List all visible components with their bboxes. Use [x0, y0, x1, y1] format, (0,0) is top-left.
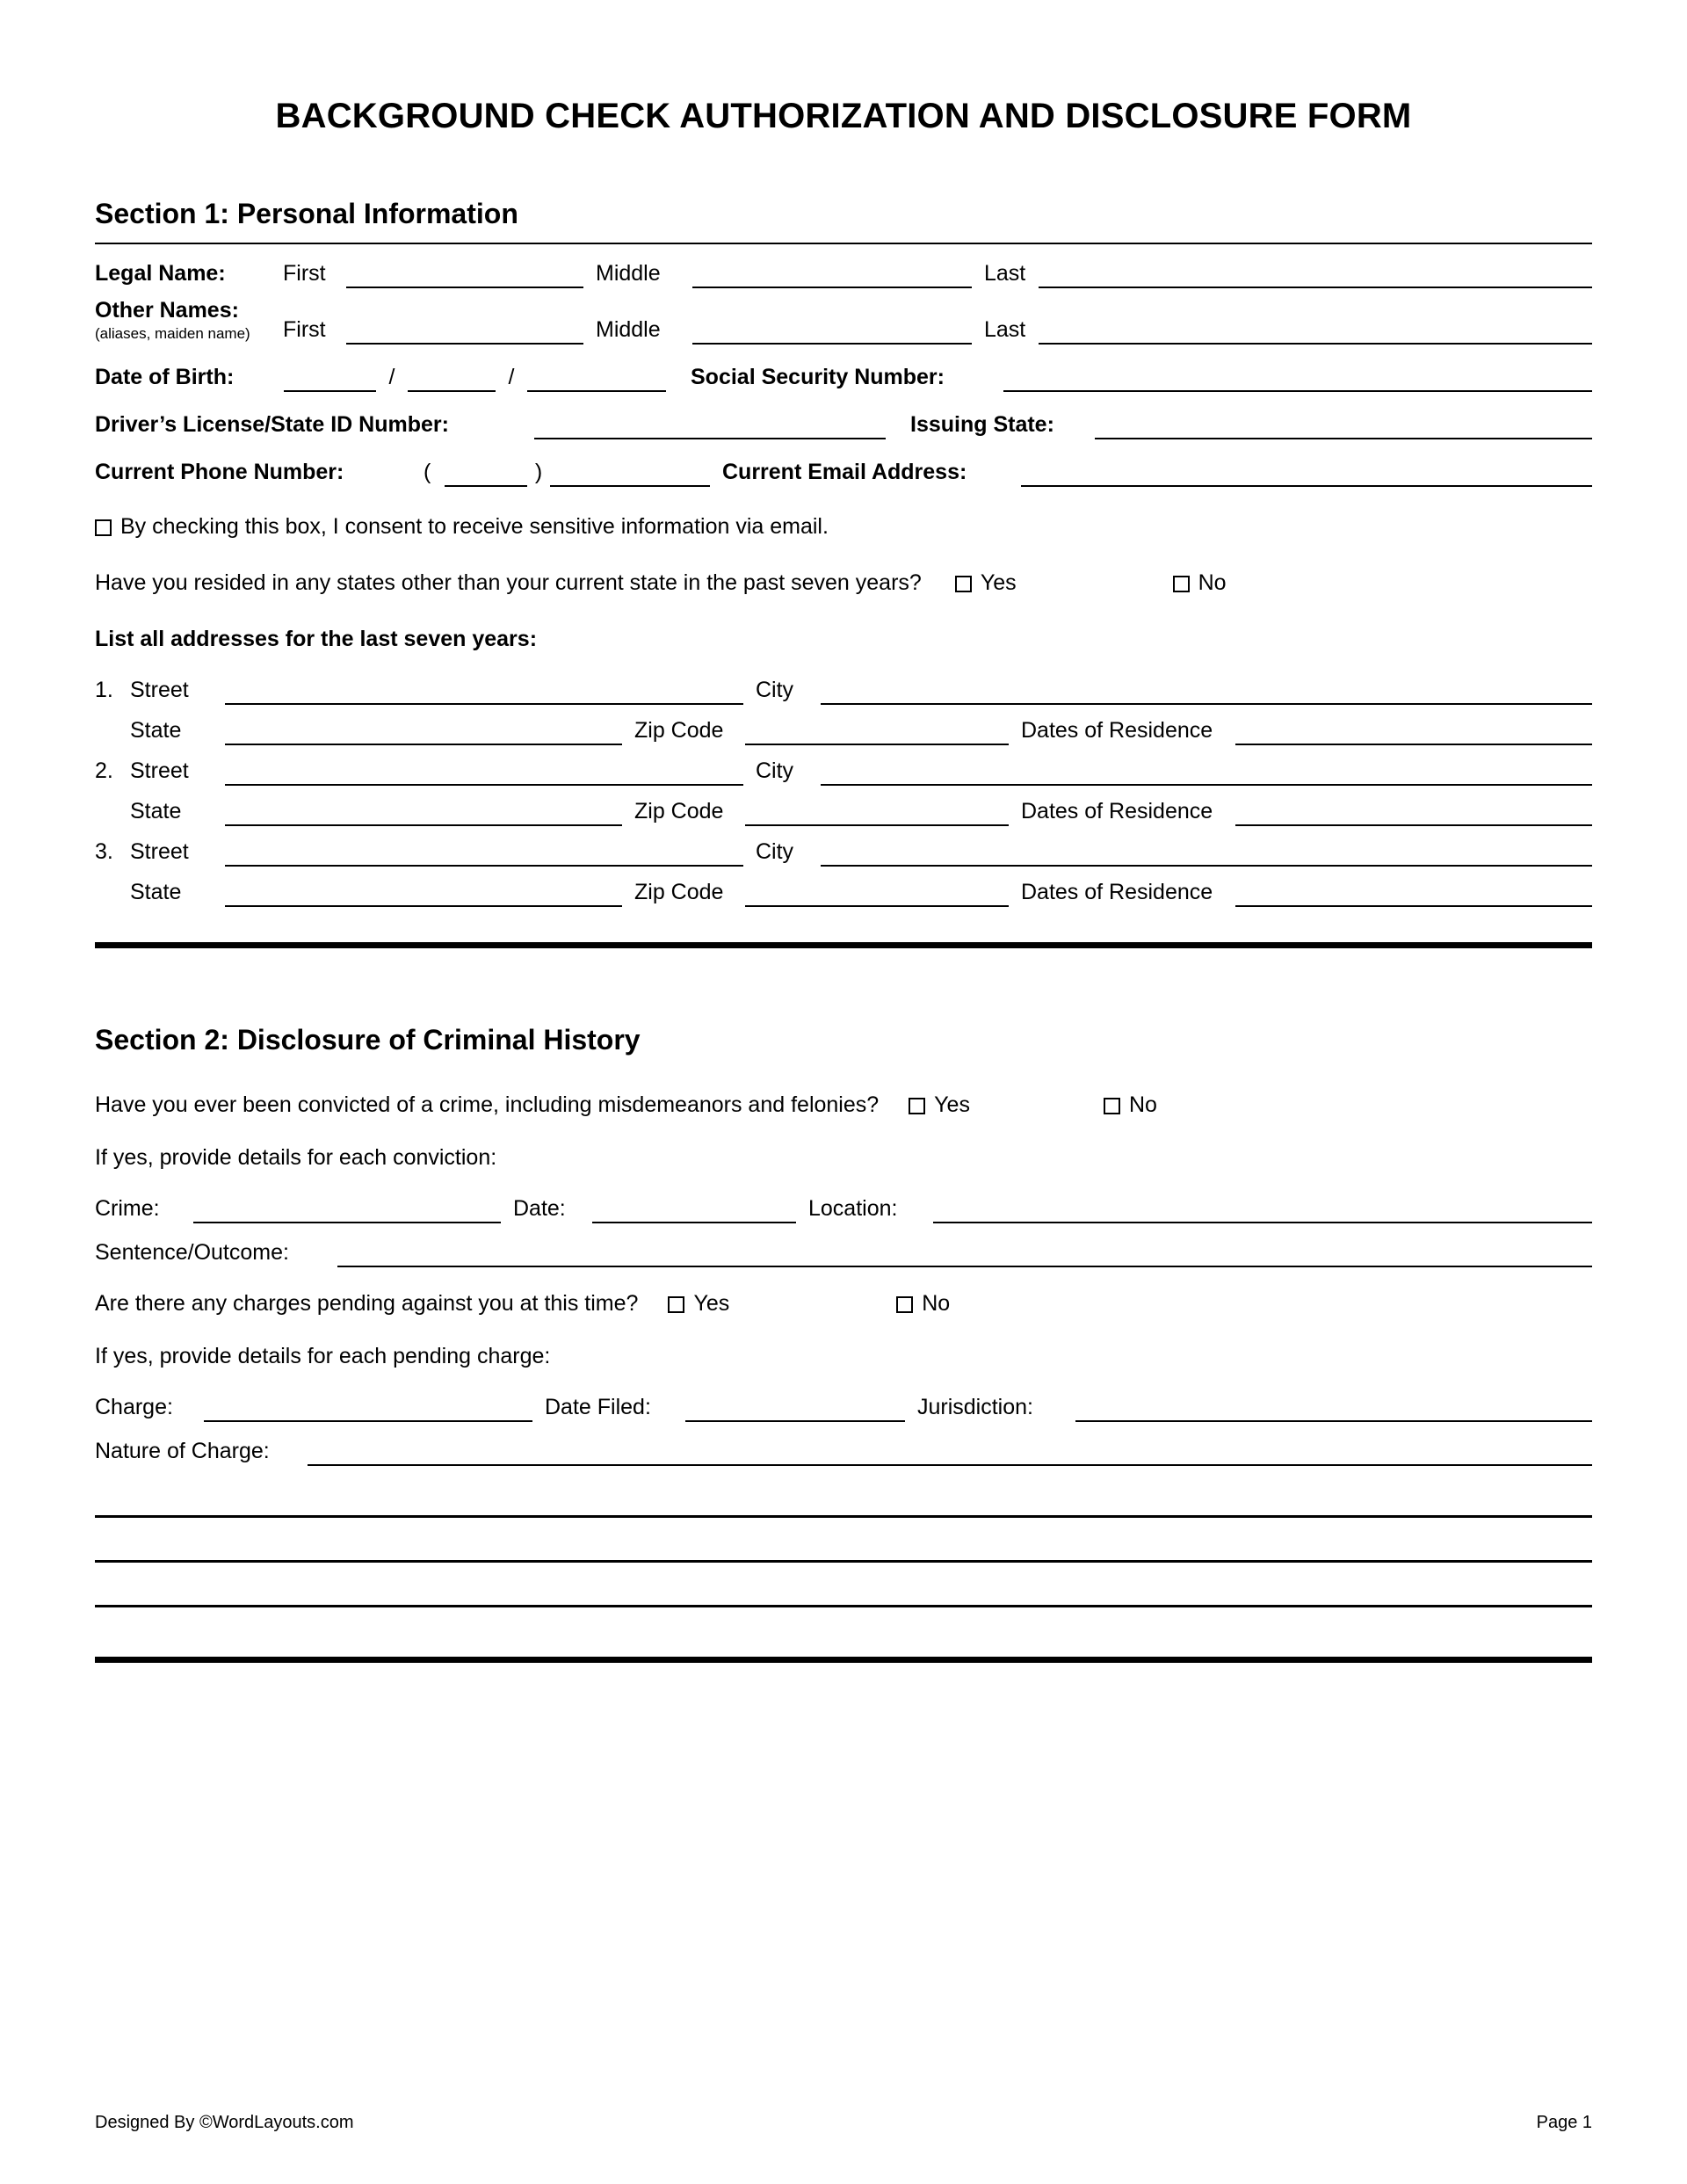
- ssn-label: Social Security Number:: [691, 365, 945, 389]
- address-2-zip-label: Zip Code: [634, 799, 724, 824]
- page-footer: [95, 2113, 1592, 2133]
- residency-yes-label: Yes: [980, 570, 1017, 595]
- address-2-number: 2.: [95, 758, 113, 783]
- address-1-state-label: State: [130, 718, 182, 743]
- address-3-street-input[interactable]: [225, 840, 743, 867]
- charge-label: Charge:: [95, 1395, 173, 1419]
- pending-question-label: Are there any charges pending against you at this time?: [95, 1291, 639, 1316]
- dob-day-input[interactable]: [408, 366, 496, 392]
- jurisdiction-input[interactable]: [1075, 1396, 1592, 1422]
- charge-input[interactable]: [204, 1396, 532, 1422]
- sentence-outcome-input[interactable]: [337, 1241, 1592, 1267]
- dob-year-input[interactable]: [527, 366, 666, 392]
- address-1-line-1: [95, 677, 1592, 705]
- crime-label: Crime:: [95, 1196, 160, 1221]
- nature-of-charge-input[interactable]: [308, 1440, 1592, 1466]
- addresses-heading: List all addresses for the last seven years:: [95, 627, 538, 651]
- drivers-license-input[interactable]: [534, 413, 886, 439]
- legal-name-middle-input[interactable]: [692, 262, 972, 288]
- address-2-city-input[interactable]: [821, 759, 1592, 786]
- address-3-city-input[interactable]: [821, 840, 1592, 867]
- drivers-license-row: [95, 411, 1592, 439]
- conviction-details-row: [95, 1195, 1592, 1223]
- residency-question-label: Have you resided in any states other than your current state in the past seven years?: [95, 570, 922, 595]
- section-2: [95, 1024, 1592, 1663]
- conviction-no-label: No: [1128, 1092, 1157, 1117]
- conviction-no-checkbox[interactable]: [1104, 1098, 1120, 1114]
- address-1-dates-input[interactable]: [1235, 719, 1592, 745]
- document-content: [95, 0, 1592, 1663]
- legal-name-label: Legal Name:: [95, 261, 226, 286]
- conviction-yes-label: Yes: [934, 1092, 970, 1117]
- other-names-first-label: First: [283, 317, 326, 342]
- residency-no-option[interactable]: [1173, 570, 1227, 596]
- address-1-line-2: [95, 717, 1592, 745]
- section-2-bottom-divider: [95, 1657, 1592, 1663]
- sentence-outcome-label: Sentence/Outcome:: [95, 1240, 289, 1265]
- conviction-yes-option[interactable]: [909, 1092, 970, 1118]
- sentence-outcome-row: [95, 1239, 1592, 1267]
- other-names-sublabel: (aliases, maiden name): [95, 325, 250, 342]
- address-1-street-input[interactable]: [225, 678, 743, 705]
- other-names-last-label: Last: [984, 317, 1026, 342]
- address-3-street-label: Street: [130, 839, 189, 864]
- email-consent-label: By checking this box, I consent to receive sensitive information via email.: [120, 514, 829, 539]
- legal-name-last-input[interactable]: [1039, 262, 1592, 288]
- legal-name-middle-label: Middle: [596, 261, 661, 286]
- address-1-dates-label: Dates of Residence: [1021, 718, 1213, 743]
- other-names-row: [95, 297, 1592, 345]
- blank-line-3[interactable]: [95, 1605, 1592, 1607]
- conviction-details-prompt: If yes, provide details for each conviction:: [95, 1145, 497, 1170]
- conviction-date-label: Date:: [513, 1196, 566, 1221]
- legal-name-last-label: Last: [984, 261, 1026, 286]
- section-1-heading: Section 1: Personal Information: [95, 198, 518, 229]
- page-title: BACKGROUND CHECK AUTHORIZATION AND DISCLOSURE FORM: [275, 97, 1412, 135]
- pending-yes-label: Yes: [693, 1291, 730, 1316]
- address-1-street-label: Street: [130, 678, 189, 702]
- issuing-state-label: Issuing State:: [910, 412, 1054, 437]
- address-3-dates-label: Dates of Residence: [1021, 880, 1213, 904]
- legal-name-row: [95, 260, 1592, 288]
- section-1-bottom-divider: [95, 942, 1592, 948]
- pending-no-option[interactable]: [896, 1290, 950, 1317]
- address-3-zip-label: Zip Code: [634, 880, 724, 904]
- address-2-line-1: [95, 758, 1592, 786]
- section-1: [95, 198, 1592, 948]
- address-1-number: 1.: [95, 678, 113, 702]
- address-2-state-input[interactable]: [225, 800, 622, 826]
- dob-separator-1: /: [388, 365, 395, 389]
- legal-name-first-label: First: [283, 261, 326, 286]
- conviction-question-label: Have you ever been convicted of a crime, including misdemeanors and felonies?: [95, 1092, 880, 1117]
- address-3-number: 3.: [95, 839, 113, 864]
- dob-ssn-row: [95, 364, 1592, 392]
- pending-yes-option[interactable]: [668, 1290, 729, 1317]
- conviction-date-input[interactable]: [592, 1197, 796, 1223]
- address-2-state-label: State: [130, 799, 182, 824]
- other-names-last-input[interactable]: [1039, 318, 1592, 345]
- conviction-question-row: [95, 1092, 1592, 1118]
- nature-of-charge-row: [95, 1438, 1592, 1466]
- email-input[interactable]: [1021, 461, 1592, 487]
- address-2-dates-label: Dates of Residence: [1021, 799, 1213, 824]
- address-1-zip-label: Zip Code: [634, 718, 724, 743]
- pending-details-prompt: If yes, provide details for each pending charge:: [95, 1344, 551, 1368]
- email-consent-checkbox[interactable]: [95, 519, 112, 536]
- address-2-line-2: [95, 798, 1592, 826]
- conviction-location-input[interactable]: [933, 1197, 1592, 1223]
- address-1-city-input[interactable]: [821, 678, 1592, 705]
- pending-yes-checkbox[interactable]: [668, 1296, 684, 1313]
- phone-number-input[interactable]: [550, 461, 710, 487]
- email-consent-row[interactable]: [95, 513, 1592, 540]
- phone-area-code-input[interactable]: [445, 461, 527, 487]
- phone-paren-close: ): [534, 460, 543, 484]
- pending-no-label: No: [922, 1291, 951, 1316]
- issuing-state-input[interactable]: [1095, 413, 1592, 439]
- address-3-state-label: State: [130, 880, 182, 904]
- address-3-line-1: [95, 838, 1592, 867]
- crime-input[interactable]: [193, 1197, 501, 1223]
- address-3-dates-input[interactable]: [1235, 881, 1592, 907]
- address-3-city-label: City: [756, 839, 794, 864]
- legal-name-first-input[interactable]: [346, 262, 583, 288]
- drivers-license-label: Driver’s License/State ID Number:: [95, 412, 449, 437]
- phone-label: Current Phone Number:: [95, 460, 344, 484]
- dob-label: Date of Birth:: [95, 365, 235, 389]
- jurisdiction-label: Jurisdiction:: [917, 1395, 1033, 1419]
- conviction-no-option[interactable]: [1104, 1092, 1157, 1118]
- dob-separator-2: /: [508, 365, 515, 389]
- section-1-heading-rule: [95, 243, 1592, 244]
- other-names-label-block: [95, 297, 271, 345]
- other-names-first-input[interactable]: [346, 318, 583, 345]
- blank-line-1[interactable]: [95, 1515, 1592, 1518]
- pending-no-checkbox[interactable]: [896, 1296, 913, 1313]
- pending-question-row: [95, 1290, 1592, 1317]
- footer-page-number: Page 1: [1536, 2113, 1592, 2132]
- dob-month-input[interactable]: [284, 366, 376, 392]
- address-3-zip-input[interactable]: [745, 881, 1009, 907]
- residency-no-label: No: [1198, 570, 1227, 595]
- residency-yes-checkbox[interactable]: [955, 576, 972, 592]
- address-3-line-2: [95, 879, 1592, 907]
- address-2-zip-input[interactable]: [745, 800, 1009, 826]
- address-2-city-label: City: [756, 758, 794, 783]
- date-filed-input[interactable]: [685, 1396, 905, 1422]
- other-names-label: Other Names:: [95, 298, 239, 323]
- blank-line-2[interactable]: [95, 1560, 1592, 1563]
- date-filed-label: Date Filed:: [545, 1395, 651, 1419]
- address-3-state-input[interactable]: [225, 881, 622, 907]
- residency-no-checkbox[interactable]: [1173, 576, 1190, 592]
- conviction-location-label: Location:: [808, 1196, 898, 1221]
- residency-yes-option[interactable]: [955, 570, 1017, 596]
- address-1-zip-input[interactable]: [745, 719, 1009, 745]
- other-names-middle-input[interactable]: [692, 318, 972, 345]
- phone-email-row: [95, 459, 1592, 487]
- address-2-street-input[interactable]: [225, 759, 743, 786]
- conviction-yes-checkbox[interactable]: [909, 1098, 925, 1114]
- footer-designer: Designed By ©WordLayouts.com: [95, 2113, 354, 2132]
- address-1-city-label: City: [756, 678, 794, 702]
- section-2-heading: Section 2: Disclosure of Criminal History: [95, 1024, 641, 1056]
- nature-of-charge-label: Nature of Charge:: [95, 1439, 270, 1463]
- ssn-input[interactable]: [1003, 366, 1592, 392]
- address-1-state-input[interactable]: [225, 719, 622, 745]
- other-names-middle-label: Middle: [596, 317, 661, 342]
- phone-paren-open: (: [424, 460, 431, 484]
- email-label: Current Email Address:: [722, 460, 967, 484]
- residency-question-row: [95, 570, 1592, 596]
- pending-details-row: [95, 1394, 1592, 1422]
- address-2-street-label: Street: [130, 758, 189, 783]
- address-2-dates-input[interactable]: [1235, 800, 1592, 826]
